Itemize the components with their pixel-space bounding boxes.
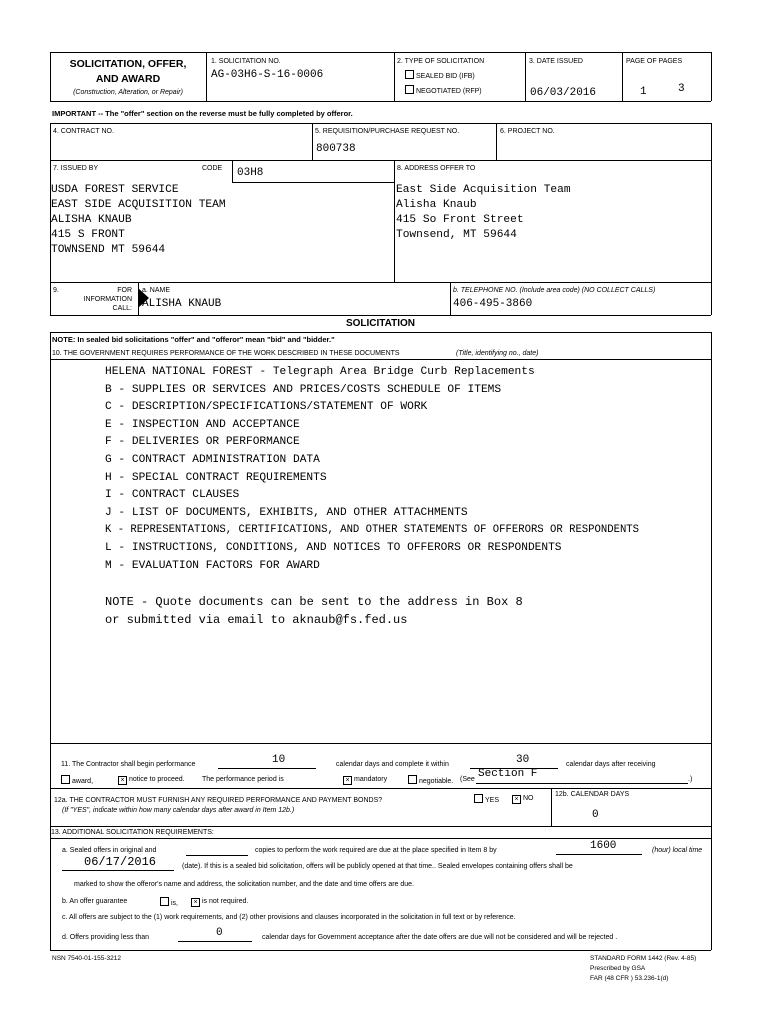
- negotiable-option[interactable]: negotiable.: [408, 775, 453, 786]
- notice-checkbox-checked[interactable]: ×: [118, 776, 127, 785]
- telephone-label: b. TELEPHONE NO. (Include area code) (NO COLLECT CALLS): [453, 287, 656, 294]
- contact-name-value: ALISHA KNAUB: [142, 298, 222, 310]
- no-option[interactable]: × NO: [512, 794, 534, 804]
- section-reference: Section F: [478, 768, 538, 780]
- contact-name-label: a. NAME: [142, 287, 171, 294]
- yes-checkbox[interactable]: [474, 794, 483, 803]
- guarantee-is-checkbox[interactable]: [160, 897, 169, 906]
- acceptance-days-value: 0: [216, 927, 223, 939]
- guarantee-is-not-checkbox-checked[interactable]: ×: [191, 898, 200, 907]
- award-option[interactable]: award,: [61, 775, 93, 786]
- sealed-bid-note: NOTE: In sealed bid solicitations "offer" and "offeror" mean "bid" and "bidder.": [52, 335, 335, 344]
- item-13a-text3: (date). If this is a sealed bid solicitation, offers will be publicly opened at that time.. Sealed envelopes containing offers shall be: [182, 863, 573, 870]
- item-10-label: 10. THE GOVERNMENT REQUIRES PERFORMANCE OF THE WORK DESCRIBED IN THESE DOCUMENTS: [52, 350, 400, 357]
- mandatory-checkbox-checked[interactable]: ×: [343, 776, 352, 785]
- item-13b-text: b. An offer guarantee: [62, 898, 128, 905]
- telephone-value: 406-495-3860: [453, 298, 533, 310]
- no-checkbox-checked[interactable]: ×: [512, 795, 521, 804]
- far-reference: FAR (48 CFR ) 53.236-1(d): [590, 975, 669, 982]
- notice-option[interactable]: × notice to proceed.: [118, 775, 185, 785]
- complete-days-value: 30: [516, 754, 530, 766]
- award-checkbox[interactable]: [61, 775, 70, 784]
- item-13d-text2: calendar days for Government acceptance after the date offers are due will not be considered and will be rejected .: [262, 934, 618, 941]
- item-13d-text1: d. Offers providing less than: [62, 934, 150, 941]
- date-issued-label: 3. DATE ISSUED: [529, 58, 583, 65]
- item-13a-text1: a. Sealed offers in original and: [62, 847, 157, 854]
- negotiable-checkbox[interactable]: [408, 775, 417, 784]
- for-label: FOR: [117, 287, 132, 294]
- period-is-text: The performance period is: [202, 776, 284, 783]
- close-paren: .): [688, 776, 693, 783]
- item-11-text-c: calendar days after receiving: [566, 761, 656, 768]
- item-9-number: 9.: [53, 287, 59, 294]
- call-label: CALL:: [112, 305, 132, 312]
- item-13a-text2: copies to perform the work required are due at the place specified in Item 8 by: [255, 847, 497, 854]
- requisition-no-value: 800738: [316, 143, 356, 155]
- nsn-number: NSN 7540-01-155-3212: [52, 955, 122, 962]
- hour-local-time: (hour) local time: [652, 847, 703, 854]
- calendar-days-label: 12b. CALENDAR DAYS: [555, 791, 630, 798]
- project-no-label: 6. PROJECT NO.: [500, 128, 555, 135]
- issued-by-label: 7. ISSUED BY: [53, 165, 99, 172]
- total-pages: 3: [678, 83, 685, 95]
- negotiated-checkbox[interactable]: [405, 85, 414, 94]
- solicitation-heading: SOLICITATION: [345, 318, 416, 329]
- code-label: CODE: [202, 165, 223, 172]
- form-title: SOLICITATION, OFFER, AND AWARD: [69, 58, 187, 85]
- negotiated-option[interactable]: NEGOTIATED (RFP): [405, 85, 482, 96]
- item-13a-text4: marked to show the offeror's name and address, the solicitation number, and the date and time offers are due.: [74, 881, 415, 888]
- address-offer-label: 8. ADDRESS OFFER TO: [397, 165, 476, 172]
- sealed-bid-checkbox[interactable]: [405, 70, 414, 79]
- solicitation-no-value: AG-03H6-S-16-0006: [211, 69, 324, 81]
- sealed-bid-option[interactable]: SEALED BID (IFB): [405, 70, 475, 81]
- guarantee-is-option[interactable]: is,: [160, 897, 178, 908]
- solicitation-no-label: 1. SOLICITATION NO.: [211, 58, 281, 65]
- guarantee-is-not-option[interactable]: × is not required.: [191, 897, 248, 907]
- offer-date-value: 06/17/2016: [84, 855, 157, 869]
- item-12a-label: 12a. THE CONTRACTOR MUST FURNISH ANY REQUIRED PERFORMANCE AND PAYMENT BONDS?: [54, 797, 383, 804]
- page-of-pages-label: PAGE OF PAGES: [626, 58, 683, 65]
- offer-time-value: 1600: [590, 840, 617, 852]
- calendar-days-value: 0: [592, 809, 599, 821]
- item-13c-text: c. All offers are subject to the (1) work requirements, and (2) other provisions and clauses incorporated in the solicitation in full text or by reference.: [62, 914, 516, 921]
- item-13-label: 13. ADDITIONAL SOLICITATION REQUIREMENTS:: [51, 829, 214, 836]
- type-of-solicitation-label: 2. TYPE OF SOLICITATION: [397, 58, 485, 65]
- standard-form-number: STANDARD FORM 1442 (Rev. 4-85): [590, 955, 697, 962]
- see-text: (See: [460, 776, 475, 783]
- item-11-text-a: 11. The Contractor shall begin performance: [61, 761, 196, 768]
- prescribed-by: Prescribed by GSA: [590, 965, 646, 972]
- important-note: IMPORTANT -- The "offer" section on the reverse must be fully completed by offeror.: [52, 109, 353, 118]
- yes-option[interactable]: YES: [474, 794, 499, 805]
- item-10-sublabel: (Title, identifying no., date): [456, 350, 539, 357]
- requisition-label: 5. REQUISITION/PURCHASE REQUEST NO.: [315, 128, 460, 135]
- information-label: INFORMATION: [83, 296, 132, 303]
- page-number: 1: [640, 86, 647, 98]
- item-11-text-b: calendar days and complete it within: [336, 761, 449, 768]
- mandatory-option[interactable]: × mandatory: [343, 775, 387, 785]
- begin-days-value: 10: [272, 754, 286, 766]
- contract-no-label: 4. CONTRACT NO.: [53, 128, 114, 135]
- date-issued-value: 06/03/2016: [530, 87, 597, 99]
- code-value: 03H8: [237, 167, 264, 179]
- item-12a-sublabel: (If "YES", indicate within how many calendar days after award in Item 12b.): [62, 807, 295, 814]
- form-subtitle: (Construction, Alteration, or Repair): [73, 89, 183, 96]
